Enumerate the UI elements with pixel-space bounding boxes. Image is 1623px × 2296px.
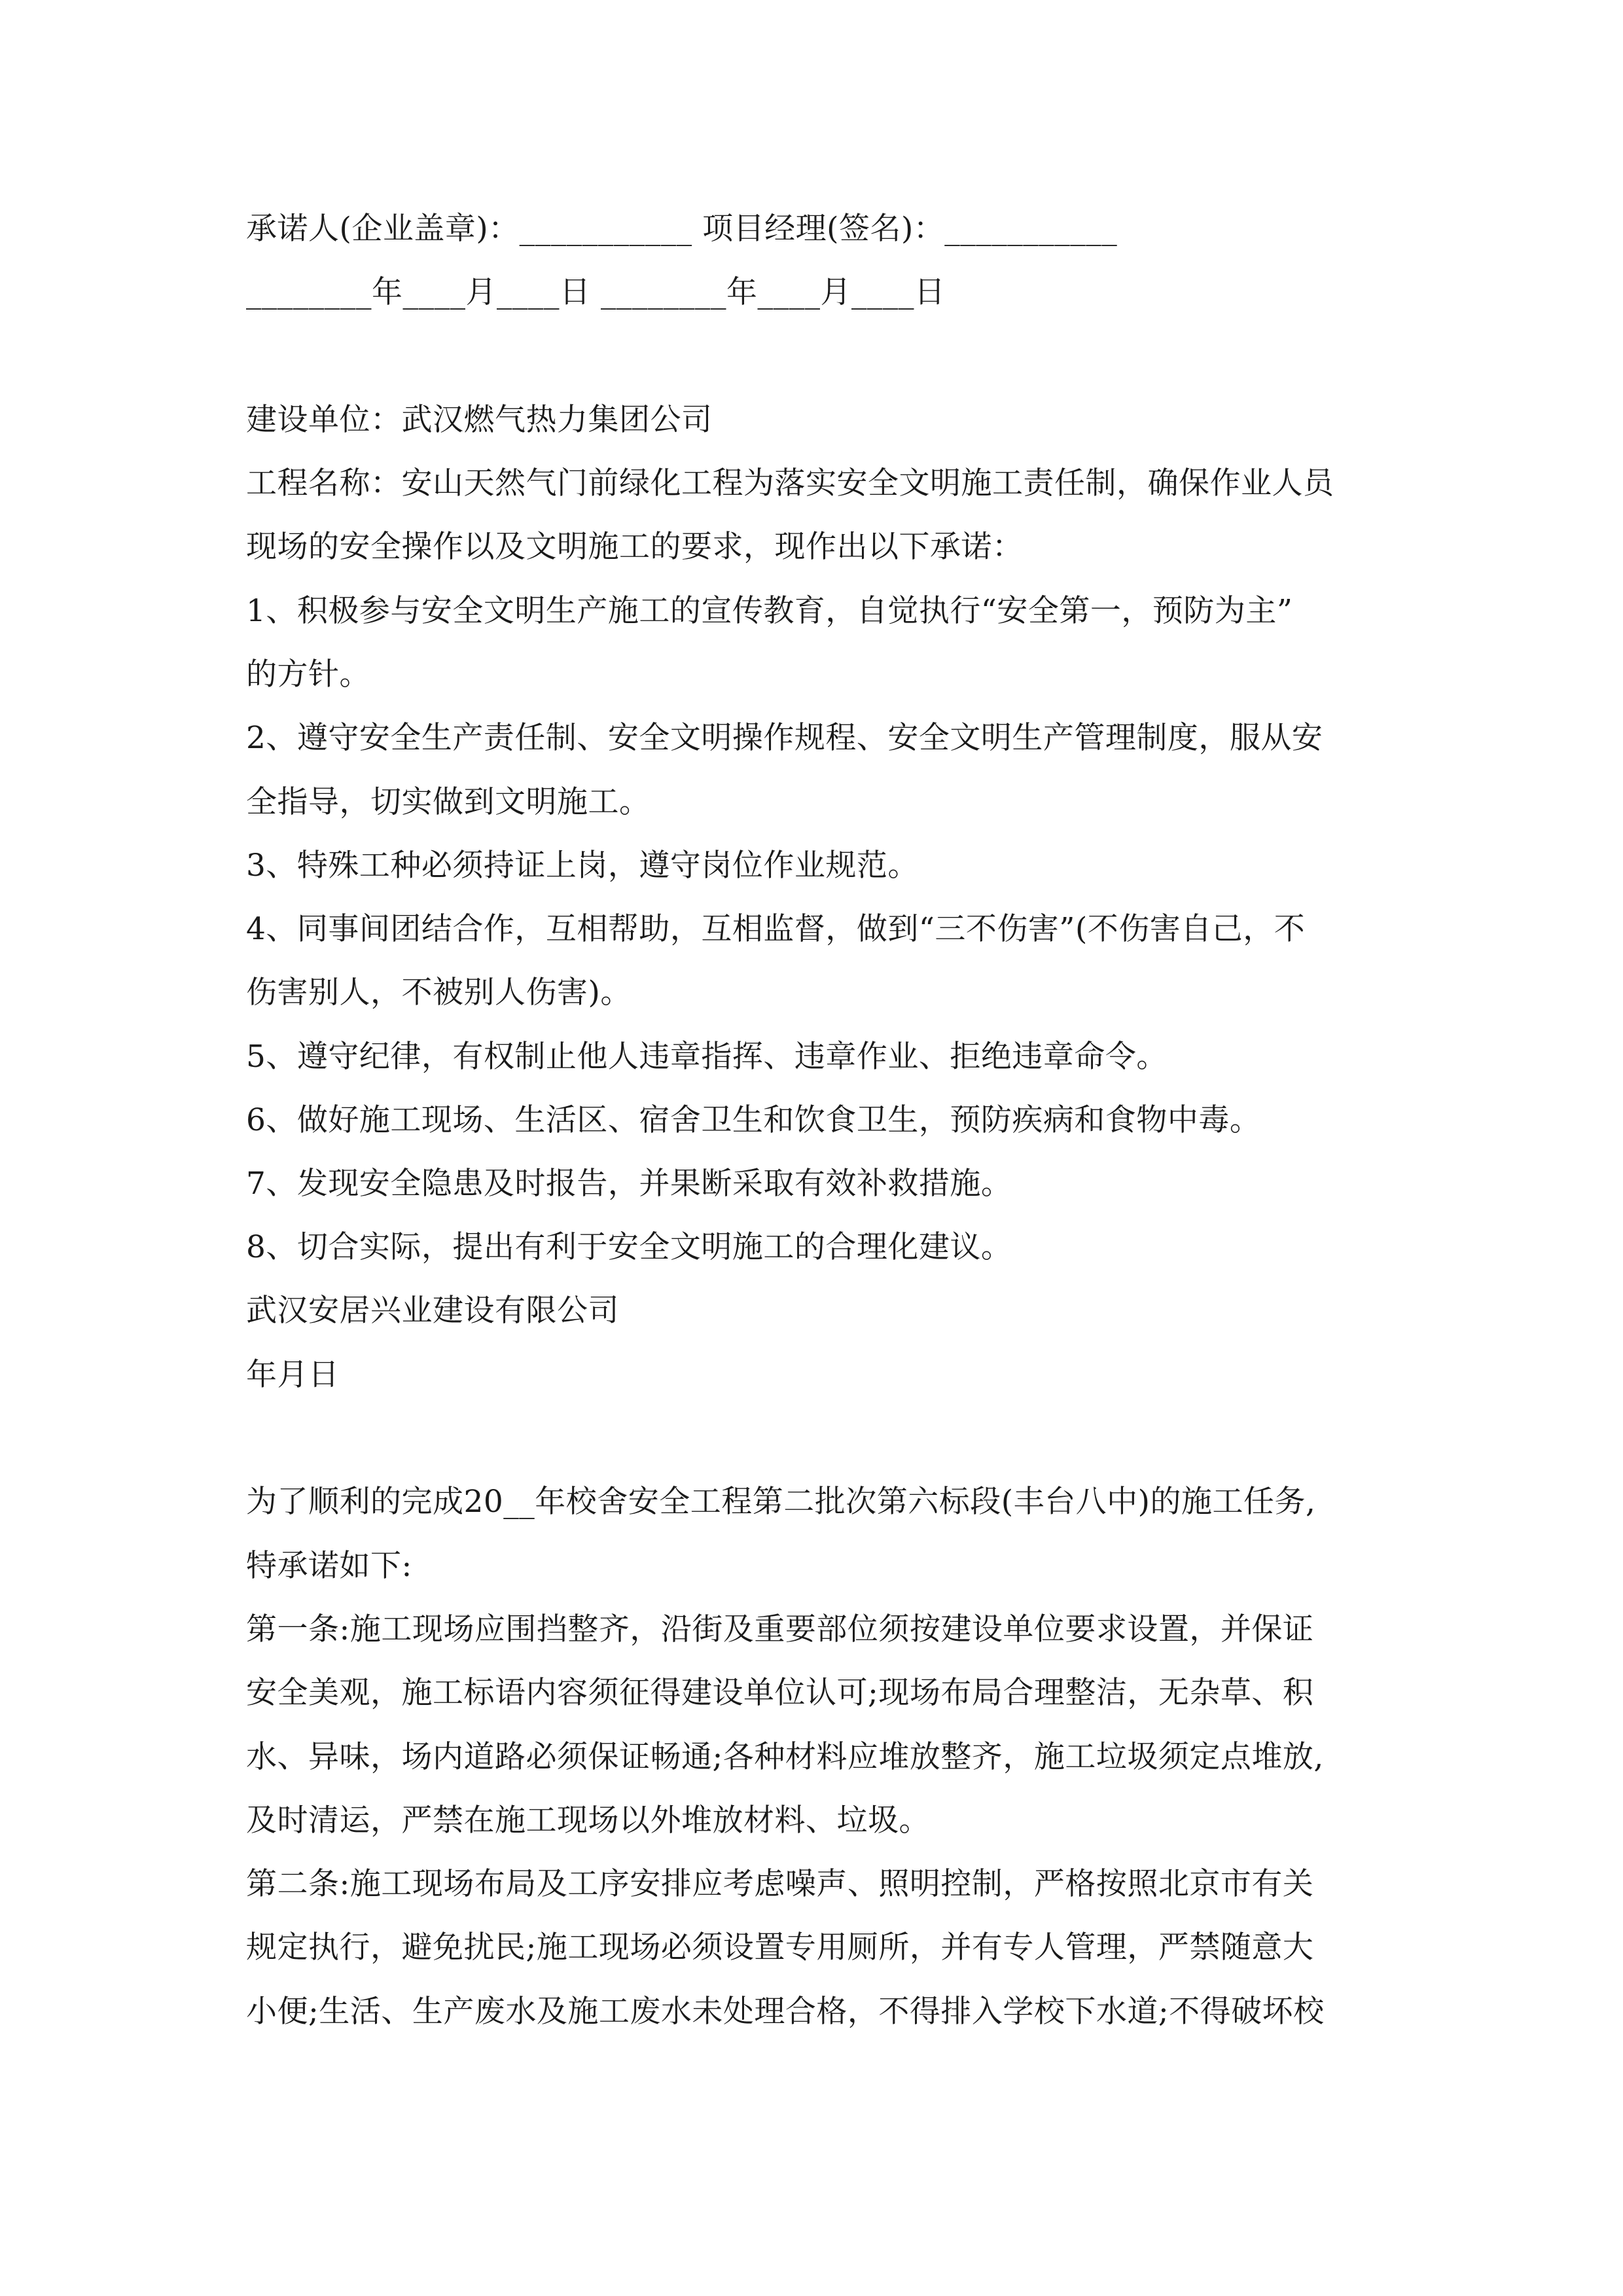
commitment-item-line: 5、遵守纪律，有权制止他人违章指挥、违章作业、拒绝违章命令。 (246, 1039, 1168, 1075)
project-line: 工程名称：安山天然气门前绿化工程为落实安全文明施工责任制，确保作业人员 (246, 465, 1334, 501)
commitment-item-line: 4、同事间团结合作，互相帮助，互相监督，做到“三不伤害”(不伤害自己，不 (246, 911, 1306, 947)
commitment-item-line: 7、发现安全隐患及时报告，并果断采取有效补救措施。 (246, 1166, 1012, 1202)
body-line: 第一条:施工现场应围挡整齐，沿街及重要部位须按建设单位要求设置，并保证 (246, 1611, 1314, 1647)
body-line: 小便;生活、生产废水及施工废水未处理合格，不得排入学校下水道;不得破坏校 (246, 1994, 1325, 2030)
commitment-item-line: 6、做好施工现场、生活区、宿舍卫生和饮食卫生，预防疾病和食物中毒。 (246, 1102, 1261, 1138)
body-line: 水、异味，场内道路必须保证畅通;各种材料应堆放整齐，施工垃圾须定点堆放, (246, 1739, 1324, 1775)
body-line: 第二条:施工现场布局及工序安排应考虑噪声、照明控制，严格按照北京市有关 (246, 1866, 1314, 1902)
commitment-item-line: 1、积极参与安全文明生产施工的宣传教育，自觉执行“安全第一，预防为主” (246, 593, 1293, 629)
client-line: 建设单位：武汉燃气热力集团公司 (246, 402, 713, 438)
commitment-item-line: 2、遵守安全生产责任制、安全文明操作规程、安全文明生产管理制度，服从安 (246, 720, 1323, 756)
commitment-item-line: 全指导，切实做到文明施工。 (246, 784, 651, 820)
commitment-item-line: 3、特殊工种必须持证上岗，遵守岗位作业规范。 (246, 848, 919, 884)
commitment-item-line: 伤害别人，不被别人伤害)。 (246, 975, 632, 1011)
body-line: 为了顺利的完成20__年校舍安全工程第二批次第六标段(丰台八中)的施工任务, (246, 1484, 1316, 1520)
commitment-item-line: 的方针。 (246, 656, 370, 692)
body-line: 安全美观，施工标语内容须征得建设单位认可;现场布局合理整洁，无杂草、积 (246, 1675, 1314, 1711)
signature-line: 承诺人(企业盖章)：___________ 项目经理(签名)：___________ (246, 211, 1118, 247)
company-name: 武汉安居兴业建设有限公司 (246, 1293, 619, 1329)
commitment-item-line: 8、切合实际，提出有利于安全文明施工的合理化建议。 (246, 1229, 1012, 1265)
date-line: ________年____月____日 ________年____月____日 (246, 274, 946, 310)
project-line-continued: 现场的安全操作以及文明施工的要求，现作出以下承诺： (246, 529, 1024, 565)
body-line: 及时清运，严禁在施工现场以外堆放材料、垃圾。 (246, 1803, 930, 1839)
body-line: 特承诺如下: (246, 1548, 412, 1584)
company-date: 年月日 (246, 1357, 340, 1393)
body-line: 规定执行，避免扰民;施工现场必须设置专用厕所，并有专人管理，严禁随意大 (246, 1929, 1314, 1965)
